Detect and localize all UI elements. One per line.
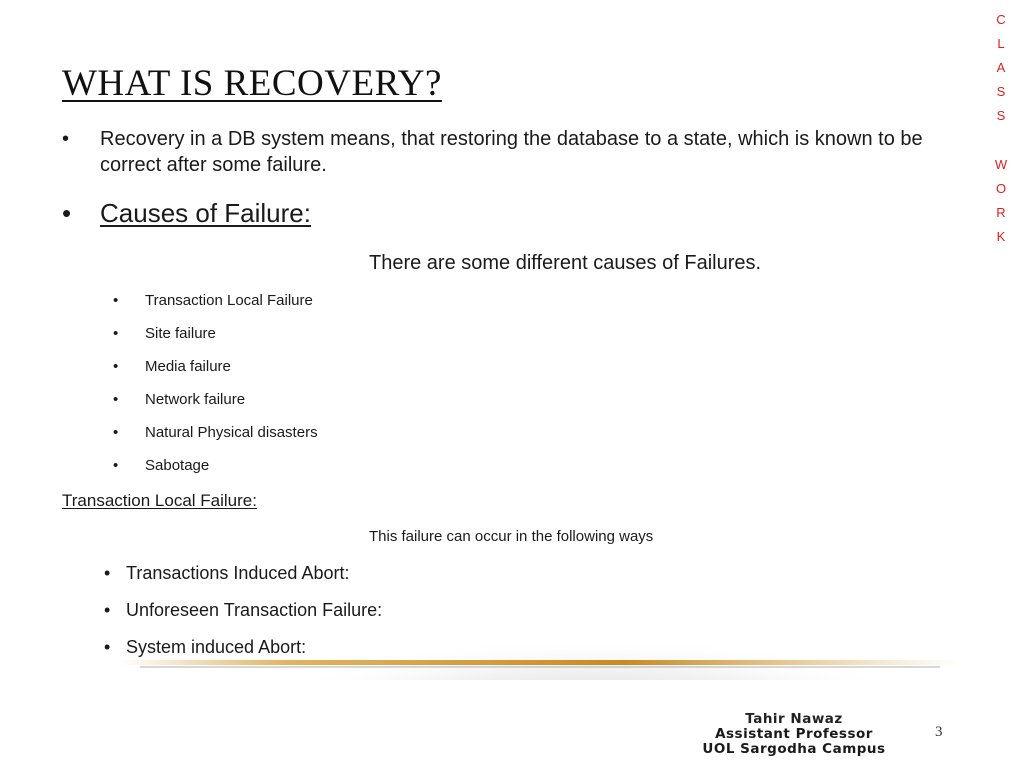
bullet-mark: • [113, 358, 119, 375]
list-item [113, 389, 318, 422]
author-name: Tahir Nawaz [745, 711, 843, 727]
bullet-mark: • [113, 292, 119, 309]
list-item [113, 290, 318, 323]
side-letter: R [996, 205, 1006, 220]
side-letter: A [996, 60, 1006, 75]
bullet-mark: • [104, 637, 111, 657]
author-signature [686, 712, 902, 757]
bullet-mark: • [104, 563, 111, 583]
bullet-mark: • [62, 128, 70, 150]
transaction-failure-intro: This failure can occur in the following ways [369, 528, 654, 545]
list-item-label: System induced Abort: [126, 637, 307, 657]
list-item [113, 356, 318, 389]
author-position: Assistant Professor [715, 726, 873, 742]
side-letter: O [995, 181, 1007, 196]
causes-heading: Causes of Failure: [100, 198, 311, 228]
list-item [104, 561, 382, 598]
bullet-mark: • [113, 457, 119, 474]
list-item [113, 455, 318, 488]
list-item [104, 598, 382, 635]
list-item-label: Site failure [145, 325, 216, 342]
list-item-label: Network failure [145, 391, 246, 408]
causes-bullet-item [62, 197, 311, 229]
page-number: 3 [935, 724, 943, 740]
list-item [113, 422, 318, 455]
bullet-mark: • [113, 424, 119, 441]
causes-intro-text: There are some different causes of Failures. [369, 252, 762, 274]
intro-bullet-item [62, 126, 952, 178]
bullet-mark: • [113, 325, 119, 342]
list-item-label: Transactions Induced Abort: [126, 563, 350, 583]
causes-list [113, 290, 318, 488]
bullet-mark: • [62, 198, 72, 228]
side-letter: L [997, 36, 1005, 51]
side-label-work [990, 153, 1012, 249]
list-item-label: Natural Physical disasters [145, 424, 318, 441]
side-label-class [990, 8, 1012, 128]
list-item-label: Transaction Local Failure [145, 292, 313, 309]
side-letter: W [994, 157, 1008, 172]
bullet-mark: • [104, 600, 111, 620]
side-letter: S [996, 84, 1006, 99]
failure-ways-list [104, 561, 382, 672]
side-letter: K [996, 229, 1006, 244]
side-letter: S [996, 108, 1006, 123]
author-campus: UOL Sargodha Campus [702, 741, 886, 757]
intro-text: Recovery in a DB system means, that restoring the database to a state, which is known to be correct after some failure. [100, 128, 923, 176]
slide-title: WHAT IS RECOVERY? [62, 63, 442, 104]
side-letter: C [996, 12, 1006, 27]
list-item-label: Sabotage [145, 457, 210, 474]
list-item-label: Media failure [145, 358, 231, 375]
list-item [104, 635, 382, 672]
list-item [113, 323, 318, 356]
bullet-mark: • [113, 391, 119, 408]
transaction-failure-heading: Transaction Local Failure: [62, 491, 257, 510]
list-item-label: Unforeseen Transaction Failure: [126, 600, 383, 620]
